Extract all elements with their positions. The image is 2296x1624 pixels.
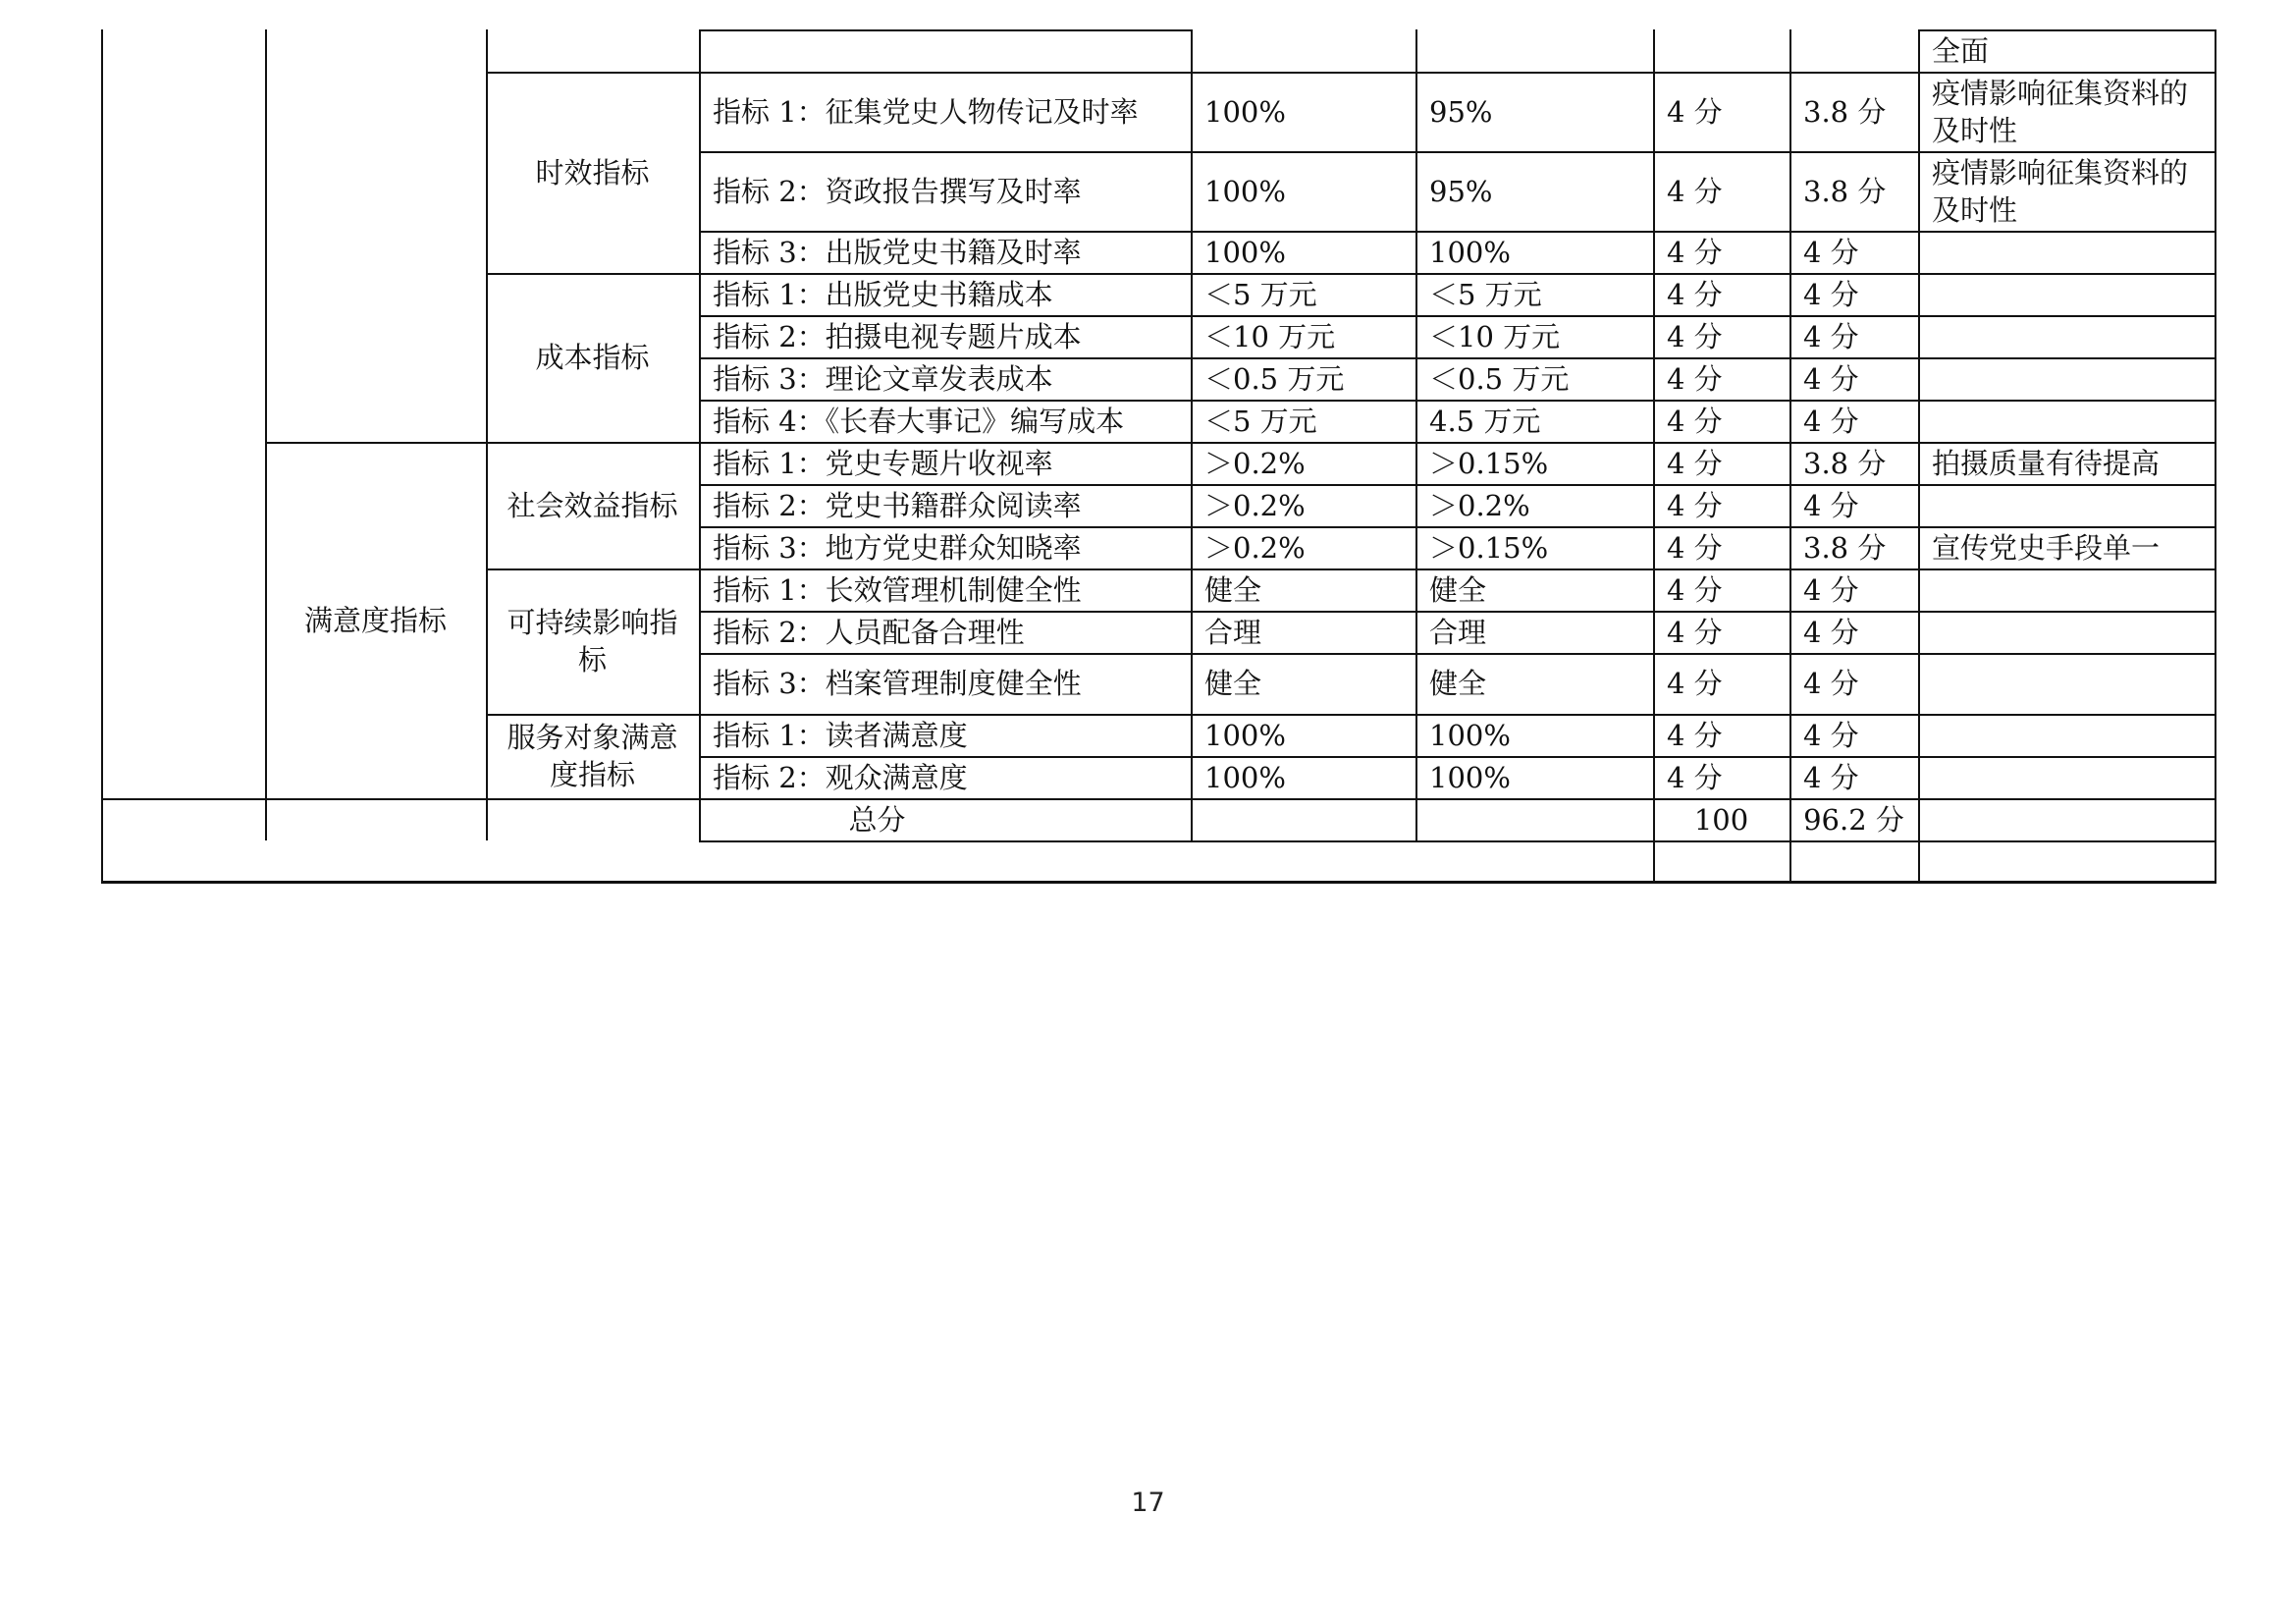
target-cell: ＞0.2% <box>1204 530 1306 565</box>
weight-cell: 4 分 <box>1667 572 1723 607</box>
indicator-cell: 指标 1：长效管理机制健全性 <box>713 572 1082 607</box>
table-border-bottom <box>101 881 2216 884</box>
indicator-cell: 指标 4：《长春大事记》编写成本 <box>713 404 1125 438</box>
level2-indicator-cell: 社会效益指标 <box>507 488 678 522</box>
indicator-cell: 指标 3：地方党史群众知晓率 <box>713 530 1082 565</box>
remark-cell: 疫情影响征集资料的及时性 <box>1932 76 2189 147</box>
page-number: 17 <box>1131 1488 1165 1518</box>
actual-cell: 合理 <box>1429 615 1487 649</box>
indicator-cell: 指标 3：档案管理制度健全性 <box>713 667 1082 700</box>
remark-cell <box>1918 568 2216 611</box>
target-cell: ＜5 万元 <box>1204 404 1317 438</box>
target-cell: ＞0.2% <box>1204 488 1306 522</box>
target-cell: 合理 <box>1204 615 1262 649</box>
actual-cell: 健全 <box>1429 572 1487 607</box>
indicator-cell: 指标 1：读者满意度 <box>713 718 968 752</box>
remark-cell <box>1918 357 2216 400</box>
score-cell: 3.8 分 <box>1803 174 1887 208</box>
weight-cell: 4 分 <box>1667 615 1723 649</box>
actual-cell: 健全 <box>1429 667 1487 700</box>
indicator-cell: 指标 2：资政报告撰写及时率 <box>713 174 1082 208</box>
actual-cell: 4.5 万元 <box>1429 404 1541 438</box>
remark-cell <box>1918 231 2216 273</box>
weight-cell: 4 分 <box>1667 174 1723 208</box>
target-cell: ＜5 万元 <box>1204 277 1317 311</box>
remark-cell <box>1918 273 2216 315</box>
actual-cell: 100% <box>1429 718 1511 752</box>
level2-indicator-cell: 可持续影响指标 <box>507 606 678 677</box>
actual-cell: 100% <box>1429 235 1511 269</box>
weight-cell: 4 分 <box>1667 94 1723 129</box>
actual-cell: ＜5 万元 <box>1429 277 1542 311</box>
remark-cell: 宣传党史手段单一 <box>1932 530 2161 565</box>
level1-indicator-cell: 满意度指标 <box>303 603 447 637</box>
remark-cell <box>1918 315 2216 357</box>
indicator-cell: 指标 2：拍摄电视专题片成本 <box>713 319 1082 353</box>
indicator-cell: 指标 2：观众满意度 <box>713 760 968 794</box>
score-cell: 4 分 <box>1803 235 1859 269</box>
score-cell: 3.8 分 <box>1803 94 1887 129</box>
target-cell: 100% <box>1204 718 1286 752</box>
target-cell: 100% <box>1204 94 1286 129</box>
remark-cell <box>1918 484 2216 526</box>
remark-cell <box>1918 653 2216 714</box>
remark-cell <box>1918 400 2216 442</box>
indicator-cell: 指标 1：出版党史书籍成本 <box>713 277 1053 311</box>
score-cell: 4 分 <box>1803 760 1859 794</box>
indicator-cell: 指标 1：党史专题片收视率 <box>713 446 1053 480</box>
actual-cell: ＜0.5 万元 <box>1429 361 1570 396</box>
target-cell: ＜0.5 万元 <box>1204 361 1345 396</box>
grid-hline <box>699 29 1191 31</box>
weight-cell: 4 分 <box>1667 667 1723 700</box>
target-cell: 健全 <box>1204 572 1262 607</box>
score-cell: 4 分 <box>1803 404 1859 438</box>
target-cell: 100% <box>1204 174 1286 208</box>
actual-cell: 100% <box>1429 760 1511 794</box>
total-label: 总分 <box>848 802 906 837</box>
remark-cell <box>1918 611 2216 653</box>
actual-cell: 95% <box>1429 174 1493 208</box>
score-cell: 4 分 <box>1803 572 1859 607</box>
score-cell: 4 分 <box>1803 277 1859 311</box>
score-cell: 3.8 分 <box>1803 530 1887 565</box>
remark-cell <box>1918 756 2216 798</box>
indicator-cell: 指标 2：党史书籍群众阅读率 <box>713 488 1082 522</box>
actual-cell: ＞0.2% <box>1429 488 1530 522</box>
score-cell: 4 分 <box>1803 667 1859 700</box>
indicator-cell: 指标 3：出版党史书籍及时率 <box>713 235 1082 269</box>
actual-cell: ＞0.15% <box>1429 446 1549 480</box>
actual-cell: 95% <box>1429 94 1493 129</box>
weight-cell: 4 分 <box>1667 530 1723 565</box>
weight-cell: 4 分 <box>1667 488 1723 522</box>
score-cell: 4 分 <box>1803 319 1859 353</box>
weight-cell: 4 分 <box>1667 319 1723 353</box>
level2-indicator-cell: 服务对象满意度指标 <box>507 721 678 791</box>
score-cell: 4 分 <box>1803 718 1859 752</box>
score-cell: 3.8 分 <box>1803 446 1887 480</box>
grid-hline <box>699 840 2216 842</box>
weight-cell: 4 分 <box>1667 361 1723 396</box>
weight-cell: 4 分 <box>1667 718 1723 752</box>
weight-cell: 4 分 <box>1667 446 1723 480</box>
weight-cell: 4 分 <box>1667 760 1723 794</box>
indicator-cell: 指标 1：征集党史人物传记及时率 <box>713 94 1139 129</box>
performance-table <box>101 29 2216 849</box>
remark-cell: 全面 <box>1932 33 1990 68</box>
score-cell: 4 分 <box>1803 361 1859 396</box>
actual-cell: ＞0.15% <box>1429 530 1549 565</box>
actual-cell: ＜10 万元 <box>1429 319 1561 353</box>
target-cell: 100% <box>1204 760 1286 794</box>
level2-indicator-cell: 成本指标 <box>535 341 650 374</box>
target-cell: 100% <box>1204 235 1286 269</box>
target-cell: ＞0.2% <box>1204 446 1306 480</box>
score-cell: 4 分 <box>1803 488 1859 522</box>
target-cell: ＜10 万元 <box>1204 319 1336 353</box>
score-cell: 4 分 <box>1803 615 1859 649</box>
total-score: 96.2 分 <box>1803 802 1904 837</box>
weight-cell: 4 分 <box>1667 277 1723 311</box>
indicator-cell: 指标 3：理论文章发表成本 <box>713 361 1053 396</box>
table-border-left <box>101 29 103 883</box>
remark-cell: 疫情影响征集资料的及时性 <box>1932 155 2189 227</box>
total-weight: 100 <box>1693 802 1749 837</box>
weight-cell: 4 分 <box>1667 404 1723 438</box>
level2-indicator-cell: 时效指标 <box>535 155 650 189</box>
weight-cell: 4 分 <box>1667 235 1723 269</box>
remark-cell <box>1918 714 2216 756</box>
remark-cell: 拍摄质量有待提高 <box>1932 446 2161 480</box>
target-cell: 健全 <box>1204 667 1262 700</box>
indicator-cell: 指标 2：人员配备合理性 <box>713 615 1025 649</box>
